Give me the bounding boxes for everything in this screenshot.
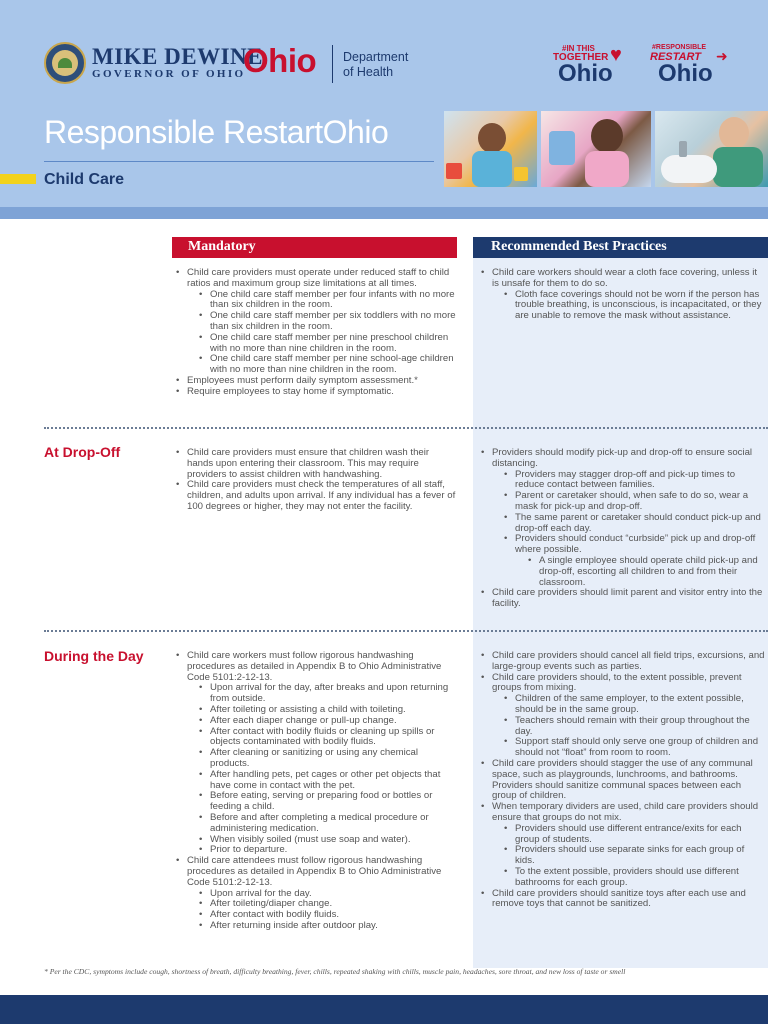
photo-child-smiling (541, 111, 651, 187)
footnote: * Per the CDC, symptoms include cough, shortness of breath, difficulty breathing, fever, chills, repeated shaking with chills, muscle pain, headaches, sore throat, and new loss of taste or smell (44, 967, 626, 976)
list-item: • Providers should conduct “curbside” pick up and drop-off where possible. (477, 534, 765, 556)
list-item: • Child care workers must follow rigorous handwashing procedures as detailed in Appendix B to Ohio Administrative Code 5101:2-12-13. (172, 651, 457, 683)
list-item: • Employees must perform daily symptom assessment.* (172, 376, 457, 387)
list-item: • Prior to departure. (172, 845, 457, 856)
photo-child-handwashing (655, 111, 768, 187)
list-item: • After cleaning or sanitizing or using any chemical products. (172, 748, 457, 770)
list-item: • After handling pets, pet cages or other pet objects that have come in contact with the pet. (172, 770, 457, 792)
recommended-list (477, 448, 765, 610)
list-item: • The same parent or caretaker should conduct pick-up and drop-off each day. (477, 513, 765, 535)
list-item: • Providers should use separate sinks for each group of kids. (477, 845, 765, 867)
section-label-during-the-day: During the Day (44, 648, 144, 664)
list-item: • Before eating, serving or preparing food or bottles or feeding a child. (172, 791, 457, 813)
footer-bar (0, 995, 768, 1024)
restart-state: Ohio (658, 60, 713, 87)
ohio-logo: Ohio (243, 42, 317, 79)
logo-divider (332, 45, 333, 83)
together-hashtag: #IN THIS (562, 44, 595, 53)
list-item: • Providers should modify pick-up and drop-off to ensure social distancing. (477, 448, 765, 470)
list-item: • After contact with bodily fluids. (172, 910, 457, 921)
arrow-icon: ➜ (716, 48, 728, 64)
list-item: • Upon arrival for the day. (172, 889, 457, 900)
list-item: • Children of the same employer, to the extent possible, should be in the same group. (477, 694, 765, 716)
mandatory-list (172, 268, 457, 398)
together-state: Ohio (558, 60, 613, 87)
recommended-list (477, 651, 765, 910)
governor-title: GOVERNOR OF OHIO (92, 68, 246, 80)
list-item: • Child care providers should sanitize toys after each use and remove toys that cannot be sanitized. (477, 889, 765, 911)
list-item: • After toileting or assisting a child with toileting. (172, 705, 457, 716)
list-item: • Teachers should remain with their group throughout the day. (477, 716, 765, 738)
section-divider (44, 630, 768, 632)
recommended-column-header: Recommended Best Practices (473, 237, 768, 258)
list-item: • Parent or caretaker should, when safe to do so, wear a mask for pick-up and drop-off. (477, 491, 765, 513)
list-item: • Child care providers must check the temperatures of all staff, children, and adults upon arrival. If any individual has a fever of 100 degrees or higher, they may not enter the facility. (172, 480, 457, 512)
recommended-list (477, 268, 765, 322)
photo-child-playing-blocks (444, 111, 537, 187)
responsible-restart-ohio-logo (648, 44, 738, 86)
list-item: • When visibly soiled (must use soap and water). (172, 835, 457, 846)
header-banner (0, 0, 768, 207)
section-label-at-drop-off: At Drop-Off (44, 444, 121, 460)
list-item: • Require employees to stay home if symptomatic. (172, 387, 457, 398)
list-item: • Providers may stagger drop-off and pick-up times to reduce contact between families. (477, 470, 765, 492)
list-item: • When temporary dividers are used, child care providers should ensure that groups do not mix. (477, 802, 765, 824)
mandatory-list (172, 651, 457, 932)
page-subtitle: Child Care (44, 171, 125, 188)
list-item: • One child care staff member per nine preschool children with no more than nine children in the room. (172, 333, 457, 355)
list-item: • One child care staff member per nine school-age children with no more than nine children in the room. (172, 354, 457, 376)
department-line-1: Department (343, 50, 409, 64)
in-this-together-ohio-logo (550, 44, 634, 86)
list-item: • To the extent possible, providers should use different bathrooms for each group. (477, 867, 765, 889)
section-divider (44, 427, 768, 429)
mandatory-column-header: Mandatory (172, 237, 457, 258)
ohio-seal-logo (44, 42, 86, 84)
list-item: • After returning inside after outdoor play. (172, 921, 457, 932)
list-item: • One child care staff member per four infants with no more than six children in the room. (172, 290, 457, 312)
page-title: Responsible RestartOhio (44, 114, 389, 150)
list-item: • Upon arrival for the day, after breaks and upon returning from outside. (172, 683, 457, 705)
list-item: • Child care workers should wear a cloth face covering, unless it is unsafe for them to do so. (477, 268, 765, 290)
department-of-health (343, 50, 408, 80)
list-item: • Support staff should only serve one group of children and should not “float” from room to room. (477, 737, 765, 759)
list-item: • Before and after completing a medical procedure or administering medication. (172, 813, 457, 835)
list-item: • After contact with bodily fluids or cleaning up spills or objects contaminated with bodily fluids. (172, 727, 457, 749)
mandatory-list (172, 448, 457, 513)
list-item: • A single employee should operate child pick-up and drop-off, escorting all children to and from their classroom. (477, 556, 765, 588)
list-item: • After each diaper change or pull-up change. (172, 716, 457, 727)
list-item: • Child care providers should, to the extent possible, prevent groups from mixing. (477, 673, 765, 695)
list-item: • Providers should use different entrance/exits for each group of students. (477, 824, 765, 846)
list-item: • After toileting/diaper change. (172, 899, 457, 910)
list-item: • One child care staff member per six toddlers with no more than six children in the room. (172, 311, 457, 333)
heart-icon: ♥ (610, 44, 622, 66)
list-item: • Child care providers must operate under reduced staff to child ratios and maximum group size limitations at all times. (172, 268, 457, 290)
header-bottom-band (0, 207, 768, 219)
together-word: TOGETHER (553, 52, 609, 63)
list-item: • Child care providers should stagger the use of any communal space, such as playgrounds, lunchrooms, and bathrooms. Providers should sanitize communal spaces between each group of children. (477, 759, 765, 802)
title-divider (44, 161, 434, 162)
list-item: • Child care providers should limit parent and visitor entry into the facility. (477, 588, 765, 610)
list-item: • Cloth face coverings should not be worn if the person has trouble breathing, is unconscious, is incapacitated, or they are unable to remove the mask without assistance. (477, 290, 765, 322)
department-line-2: of Health (343, 65, 394, 79)
accent-bar (0, 174, 36, 184)
governor-name: MIKE DEWINE (92, 44, 263, 69)
restart-hashtag: #RESPONSIBLE (652, 44, 707, 51)
list-item: • Child care providers must ensure that children wash their hands upon entering their classroom. This may require providers to assist children with handwashing. (172, 448, 457, 480)
list-item: • Child care attendees must follow rigorous handwashing procedures as detailed in Appendix B to Ohio Administrative Code 5101:2-12-13. (172, 856, 457, 888)
restart-word: RESTART (650, 51, 701, 63)
list-item: • Child care providers should cancel all field trips, excursions, and large-group events such as parties. (477, 651, 765, 673)
